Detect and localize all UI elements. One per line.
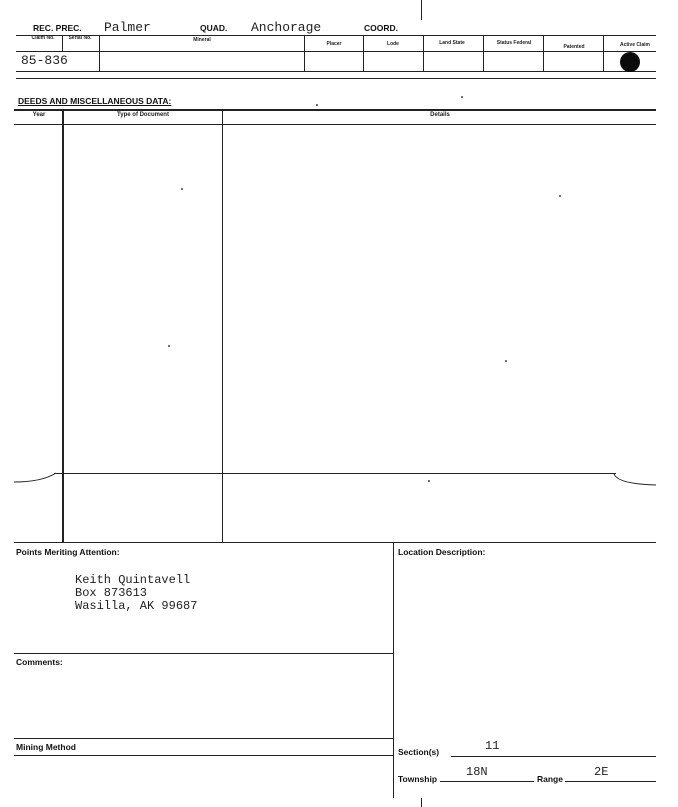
header-bottom-rule — [16, 78, 656, 79]
year-col-divider — [62, 110, 64, 542]
serial-no-header: Serial No. — [68, 35, 92, 41]
section-value: 11 — [485, 739, 500, 753]
section-underline — [451, 756, 656, 757]
points-label: Points Meriting Attention: — [16, 547, 120, 557]
patented-header: Patented — [563, 44, 585, 50]
bottom-center-divider — [393, 542, 394, 798]
mineral-header: Mineral — [193, 37, 211, 43]
year-header: Year — [32, 112, 46, 118]
section-label: Section(s) — [398, 747, 440, 757]
page-join-line — [54, 473, 616, 474]
points-line-3: Wasilla, AK 99687 — [75, 599, 198, 613]
deeds-section-title: DEEDS AND MISCELLANEOUS DATA: — [18, 96, 172, 106]
mining-bottom-rule — [14, 755, 393, 756]
active-claim-header: Active Claim — [619, 42, 650, 48]
comments-label: Comments: — [16, 657, 63, 667]
placer-header: Placer — [326, 41, 342, 47]
deeds-bottom-rule — [14, 542, 656, 543]
range-underline — [565, 781, 656, 782]
col-divider — [483, 36, 484, 72]
deeds-top-rule — [14, 109, 656, 111]
col-divider — [423, 36, 424, 72]
deeds-header-rule — [14, 124, 656, 125]
status-federal-header: Status Federal — [496, 40, 532, 46]
mining-top-rule — [14, 738, 393, 739]
col-divider — [543, 36, 544, 72]
scan-speck — [181, 188, 183, 190]
quad-value: Anchorage — [251, 20, 322, 35]
col-divider — [363, 36, 364, 72]
type-col-divider — [222, 110, 223, 542]
claim-row-bottom — [16, 71, 656, 72]
location-label: Location Description: — [398, 547, 486, 557]
lode-header: Lode — [387, 41, 399, 47]
claim-no-value: 85-836 — [21, 53, 68, 68]
col-divider — [603, 36, 604, 72]
col-divider — [99, 36, 100, 72]
land-state-header: Land State — [439, 40, 465, 46]
scan-speck — [316, 104, 318, 106]
claim-header-bottom — [16, 51, 656, 52]
type-header: Type of Document — [117, 112, 169, 118]
header-line — [16, 35, 656, 36]
scan-speck — [559, 195, 561, 197]
township-underline — [440, 781, 534, 782]
curl-left — [12, 470, 58, 484]
comments-top-rule — [14, 653, 393, 654]
active-claim-dot — [620, 52, 640, 72]
bottom-tick — [421, 798, 422, 807]
details-header: Details — [430, 112, 450, 118]
coord-label: COORD. — [364, 23, 398, 33]
scan-speck — [168, 345, 170, 347]
rec-prec-label: REC. PREC. — [33, 23, 82, 33]
range-label: Range — [537, 774, 563, 784]
top-tick — [421, 0, 422, 20]
township-value: 18N — [466, 765, 488, 779]
township-label: Township — [398, 774, 438, 784]
scan-speck — [428, 480, 430, 482]
mining-method-label: Mining Method — [16, 742, 76, 752]
rec-prec-value: Palmer — [104, 20, 151, 35]
claim-no-header: Claim No. — [31, 35, 55, 41]
col-divider — [62, 36, 63, 52]
range-value: 2E — [594, 765, 609, 779]
scan-speck — [505, 360, 507, 362]
curl-right — [612, 472, 658, 488]
col-divider — [304, 36, 305, 72]
scan-speck — [461, 96, 463, 98]
points-line-2: Box 873613 — [75, 586, 148, 600]
quad-label: QUAD. — [200, 23, 228, 33]
points-line-1: Keith Quintavell — [75, 573, 191, 587]
